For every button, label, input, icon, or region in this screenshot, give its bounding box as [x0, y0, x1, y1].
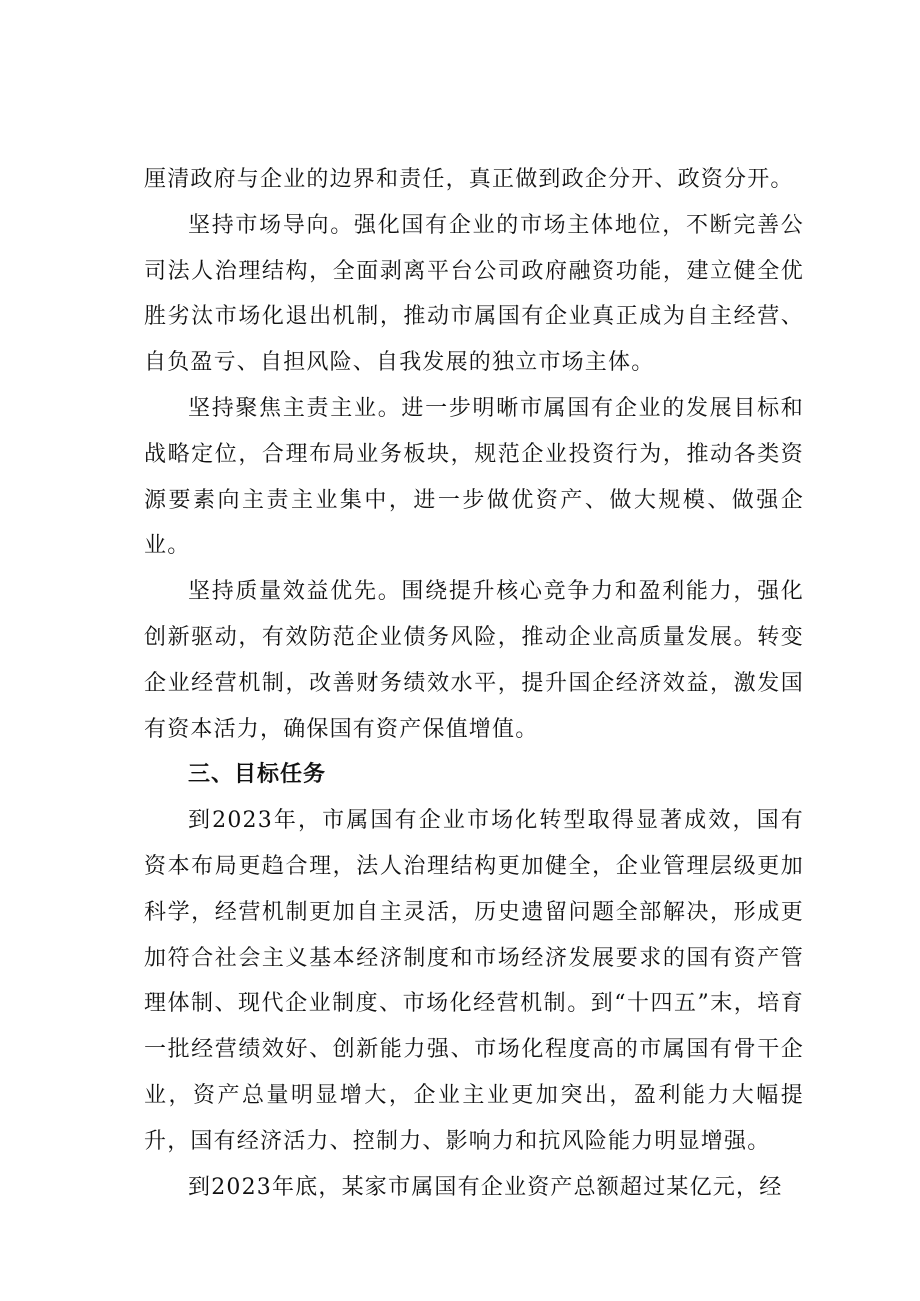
paragraph-targets-2023-end: 到2023年底，某家市属国有企业资产总额超过某亿元，经 [188, 1174, 783, 1200]
section-heading: 三、目标任务 [188, 762, 327, 788]
paragraph-continuation: 厘清政府与企业的边界和责任，真正做到政企分开、政资分开。 [144, 167, 794, 192]
paragraph-market-orientation: 坚持市场导向。强化国有企业的市场主体地位，不断完善公司法人治理结构，全面剥离平台公司政府融资功能，建立健全优胜劣汰市场化退出机制，推动市属国有企业真正成为自主经营、自负盈亏、自担风险、自我发展的独立市场主体。 [144, 212, 804, 376]
paragraph-quality-efficiency: 坚持质量效益优先。围绕提升核心竞争力和盈利能力，强化创新驱动，有效防范企业债务风险，推动企业高质量发展。转变企业经营机制，改善财务绩效水平，提升国企经济效益，激发国有资本活力，确保国有资产保值增值。 [144, 579, 804, 742]
paragraph-core-business: 坚持聚焦主责主业。进一步明晰市属国有企业的发展目标和战略定位，合理布局业务板块，规范企业投资行为，推动各类资源要素向主责主业集中，进一步做优资产、做大规模、做强企业。 [144, 395, 804, 559]
paragraph-targets-2023: 到2023年，市属国有企业市场化转型取得显著成效，国有资本布局更趋合理，法人治理结构更加健全，企业管理层级更加科学，经营机制更加自主灵活，历史遗留问题全部解决，形成更加符合社会主义基本经济制度和市场经济发展要求的国有资产管理体制、现代企业制度、市场化经营机制。到“十四五”末，培育一批经营绩效好、创新能力强、市场化程度高的市属国有骨干企业，资产总量明显增大，企业主业更加突出，盈利能力大幅提升，国有经济活力、控制力、影响力和抗风险能力明显增强。 [144, 808, 804, 1154]
document-body [144, 157, 804, 1210]
